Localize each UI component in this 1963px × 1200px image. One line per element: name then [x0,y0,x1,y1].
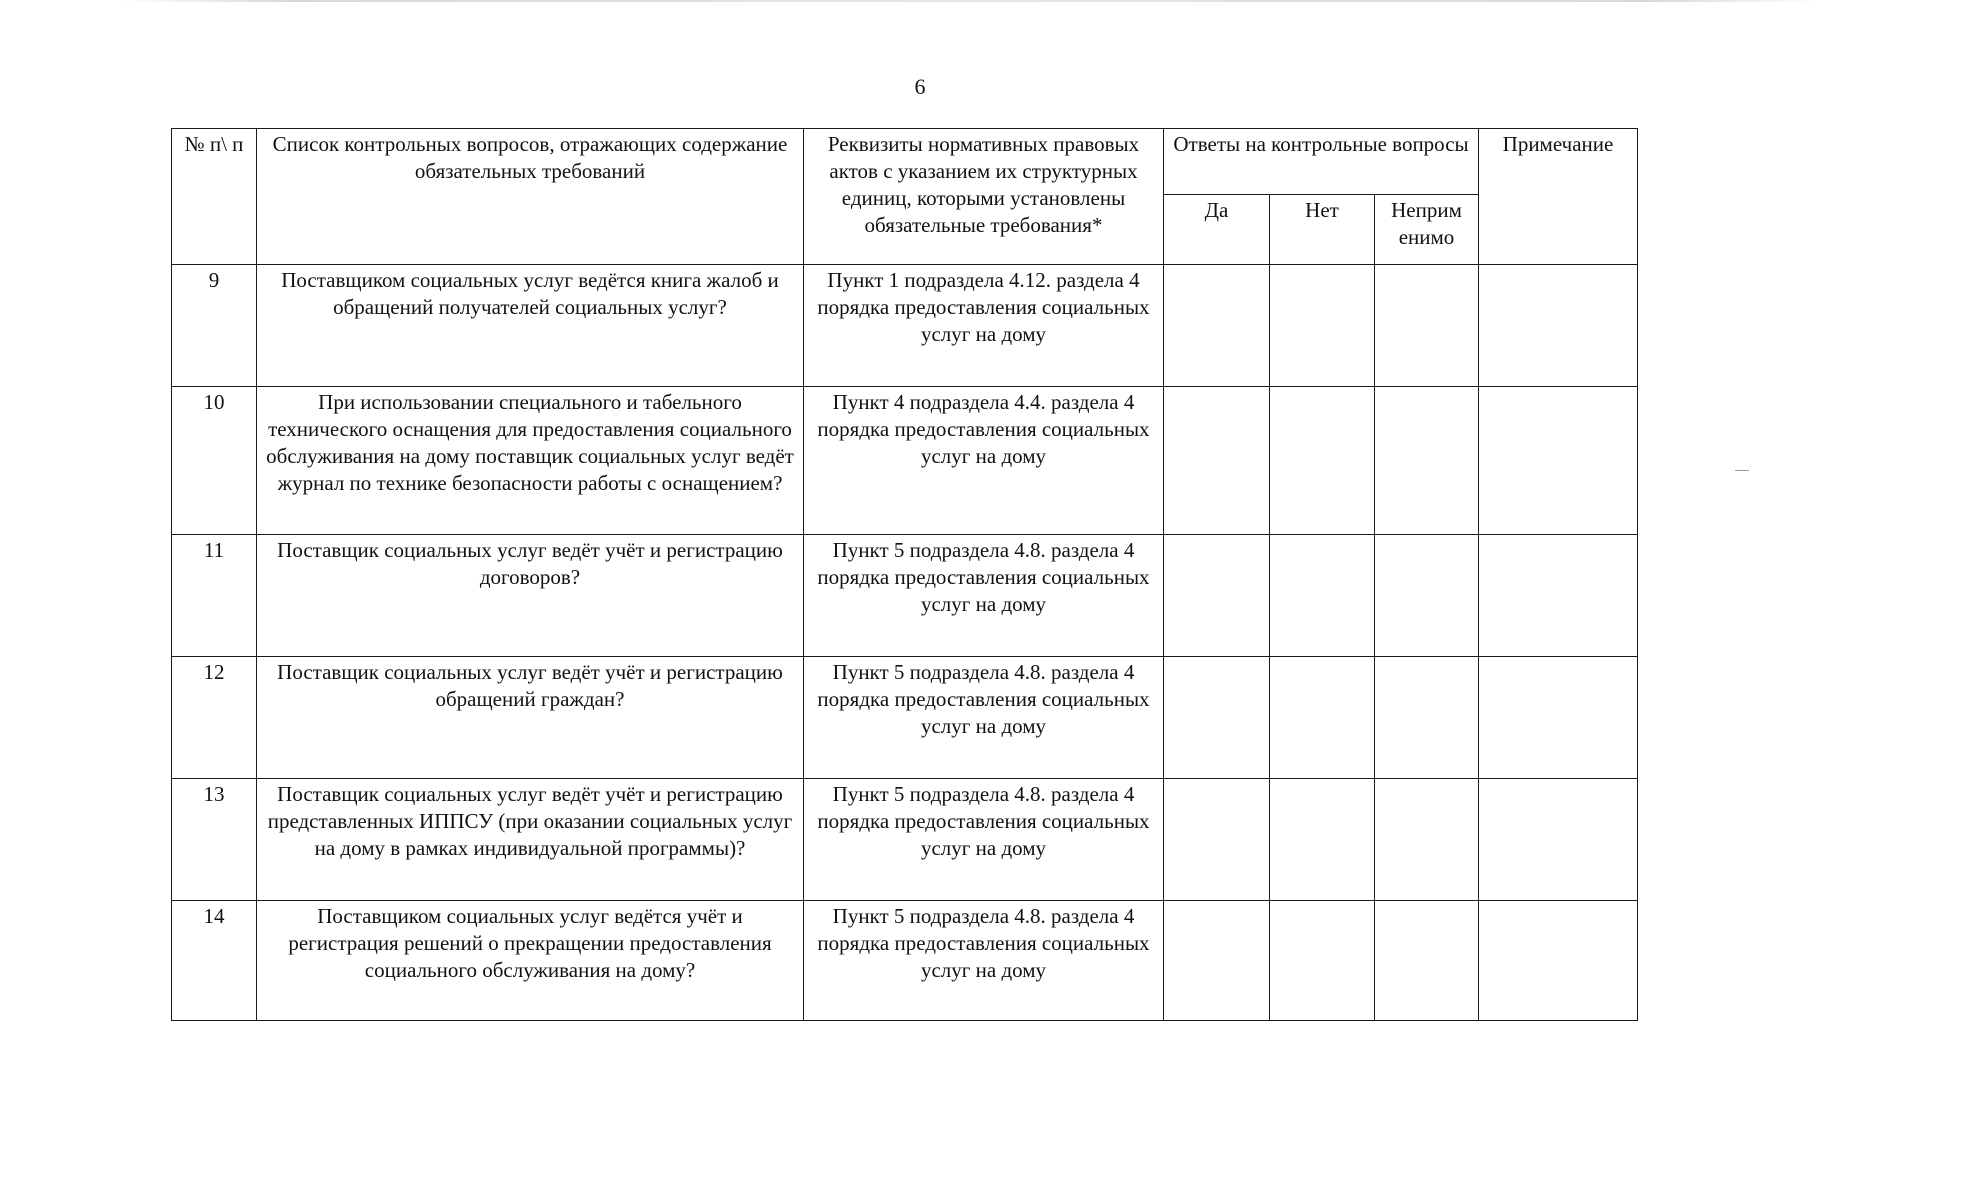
row-num: 12 [172,657,257,779]
answer-no-cell[interactable] [1270,779,1375,901]
checklist-table [171,128,1638,1021]
table-row [172,265,1638,387]
row-question: Поставщиком социальных услуг ведётся учёт и регистрация решений о прекращении предоставления социального обслуживания на дому? [257,901,804,1021]
scan-edge [120,0,1820,2]
header-not-applicable: Неприм енимо [1375,195,1479,265]
answer-yes-cell[interactable] [1164,657,1270,779]
note-cell[interactable] [1479,265,1638,387]
row-requisite: Пункт 5 подраздела 4.8. раздела 4 порядка предоставления социальных услуг на дому [804,779,1164,901]
row-requisite: Пункт 5 подраздела 4.8. раздела 4 порядка предоставления социальных услуг на дому [804,535,1164,657]
table-row [172,387,1638,535]
answer-yes-cell[interactable] [1164,535,1270,657]
header-num: № п\ п [172,129,257,265]
header-question: Список контрольных вопросов, отражающих содержание обязательных требований [257,129,804,265]
answer-no-cell[interactable] [1270,387,1375,535]
row-requisite: Пункт 5 подраздела 4.8. раздела 4 порядка предоставления социальных услуг на дому [804,657,1164,779]
answer-yes-cell[interactable] [1164,387,1270,535]
row-requisite: Пункт 4 подраздела 4.4. раздела 4 порядка предоставления социальных услуг на дому [804,387,1164,535]
header-requisites: Реквизиты нормативных правовых актов с указанием их структурных единиц, которыми установлены обязательные требования* [804,129,1164,265]
note-cell[interactable] [1479,779,1638,901]
table-body [172,265,1638,1021]
header-no: Нет [1270,195,1375,265]
answer-not-applicable-cell[interactable] [1375,265,1479,387]
note-cell[interactable] [1479,901,1638,1021]
note-cell[interactable] [1479,657,1638,779]
table-row [172,657,1638,779]
row-num: 14 [172,901,257,1021]
row-question: При использовании специального и табельного технического оснащения для предоставления социального обслуживания на дому поставщик социальных услуг ведёт журнал по технике безопасности работы с оснащением? [257,387,804,535]
answer-yes-cell[interactable] [1164,779,1270,901]
answer-no-cell[interactable] [1270,535,1375,657]
table-row [172,535,1638,657]
row-question: Поставщик социальных услуг ведёт учёт и регистрацию договоров? [257,535,804,657]
row-question: Поставщик социальных услуг ведёт учёт и регистрацию представленных ИППСУ (при оказании социальных услуг на дому в рамках индивидуальной программы)? [257,779,804,901]
note-cell[interactable] [1479,387,1638,535]
answer-no-cell[interactable] [1270,657,1375,779]
answer-not-applicable-cell[interactable] [1375,387,1479,535]
page-number: 6 [914,74,926,99]
header-yes: Да [1164,195,1270,265]
header-answers: Ответы на контрольные вопросы [1164,129,1479,195]
answer-not-applicable-cell[interactable] [1375,657,1479,779]
answer-no-cell[interactable] [1270,265,1375,387]
scan-artifact-mark [1735,470,1749,471]
row-num: 11 [172,535,257,657]
row-num: 13 [172,779,257,901]
answer-not-applicable-cell[interactable] [1375,535,1479,657]
table-row [172,779,1638,901]
header-note: Примечание [1479,129,1638,265]
answer-yes-cell[interactable] [1164,265,1270,387]
row-requisite: Пункт 1 подраздела 4.12. раздела 4 порядка предоставления социальных услуг на дому [804,265,1164,387]
row-num: 10 [172,387,257,535]
answer-not-applicable-cell[interactable] [1375,901,1479,1021]
row-question: Поставщик социальных услуг ведёт учёт и регистрацию обращений граждан? [257,657,804,779]
answer-yes-cell[interactable] [1164,901,1270,1021]
table-row [172,901,1638,1021]
note-cell[interactable] [1479,535,1638,657]
answer-not-applicable-cell[interactable] [1375,779,1479,901]
row-requisite: Пункт 5 подраздела 4.8. раздела 4 порядка предоставления социальных услуг на дому [804,901,1164,1021]
table-header [172,129,1638,265]
row-num: 9 [172,265,257,387]
row-question: Поставщиком социальных услуг ведётся книга жалоб и обращений получателей социальных услуг? [257,265,804,387]
answer-no-cell[interactable] [1270,901,1375,1021]
